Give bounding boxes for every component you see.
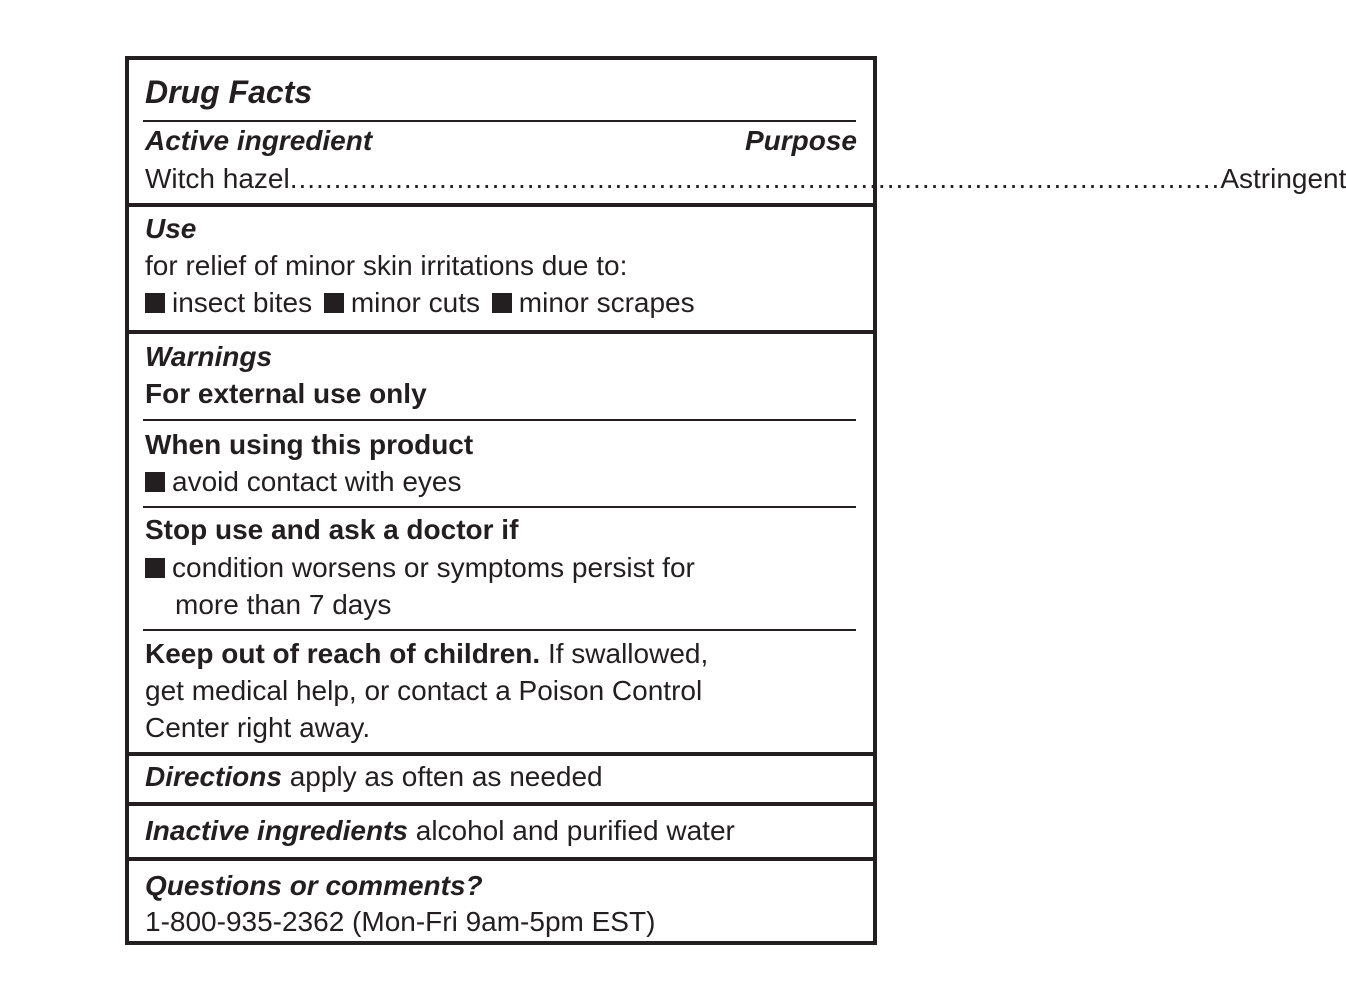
bullet-square-icon xyxy=(145,558,165,578)
bullet-square-icon xyxy=(492,293,512,313)
keep-out-of-reach-line3: Center right away. xyxy=(145,712,371,743)
warnings-divider xyxy=(143,419,856,421)
section-divider-inactive xyxy=(129,857,873,861)
warnings-divider xyxy=(143,629,856,631)
bullet-square-icon xyxy=(145,472,165,492)
drug-facts-title: Drug Facts xyxy=(145,74,313,110)
directions xyxy=(145,760,603,794)
use-intro: for relief of minor skin irritations due to: xyxy=(145,250,628,281)
use-item: minor scrapes xyxy=(518,287,695,318)
use-item: insect bites xyxy=(172,287,313,318)
inactive-ingredients-heading: Inactive ingredients xyxy=(145,815,408,846)
questions-heading: Questions or comments? xyxy=(145,870,483,901)
use-item: minor cuts xyxy=(350,287,481,318)
bullet-square-icon xyxy=(324,293,344,313)
active-ingredient-row xyxy=(145,162,1346,196)
keep-out-of-reach: Keep out of reach of children. If swallowed, xyxy=(145,638,709,669)
active-ingredient-purpose: Astringent xyxy=(1220,163,1346,194)
when-using-item: avoid contact with eyes xyxy=(145,465,462,499)
section-divider-directions xyxy=(129,802,873,806)
stop-use-item: condition worsens or symptoms persist for xyxy=(145,551,695,585)
active-ingredient-name: Witch hazel xyxy=(145,163,290,194)
use-items xyxy=(145,286,695,320)
section-divider-warnings xyxy=(129,752,873,756)
dot-leader: .......................................................................................................... xyxy=(289,163,1221,194)
questions-phone: 1-800-935-2362 (Mon-Fri 9am-5pm EST) xyxy=(145,906,656,937)
title-divider xyxy=(143,120,856,122)
active-ingredient-heading: Active ingredient xyxy=(145,125,373,156)
section-divider-active xyxy=(129,203,873,207)
directions-heading: Directions xyxy=(145,761,282,792)
when-using-heading: When using this product xyxy=(145,429,474,460)
bullet-square-icon xyxy=(145,293,165,313)
drug-facts-panel xyxy=(125,56,1346,945)
stop-use-heading: Stop use and ask a doctor if xyxy=(145,514,519,545)
use-heading: Use xyxy=(145,213,197,244)
directions-text: apply as often as needed xyxy=(281,761,603,792)
keep-out-of-reach-line2: get medical help, or contact a Poison Control xyxy=(145,675,703,706)
purpose-heading: Purpose xyxy=(744,125,857,156)
section-divider-use xyxy=(129,330,873,334)
stop-use-item-continued: more than 7 days xyxy=(175,589,392,620)
inactive-ingredients xyxy=(145,814,735,848)
warnings-divider xyxy=(143,506,856,508)
external-use-warning: For external use only xyxy=(145,378,427,409)
warnings-heading: Warnings xyxy=(145,341,273,372)
inactive-ingredients-text: alcohol and purified water xyxy=(407,815,735,846)
